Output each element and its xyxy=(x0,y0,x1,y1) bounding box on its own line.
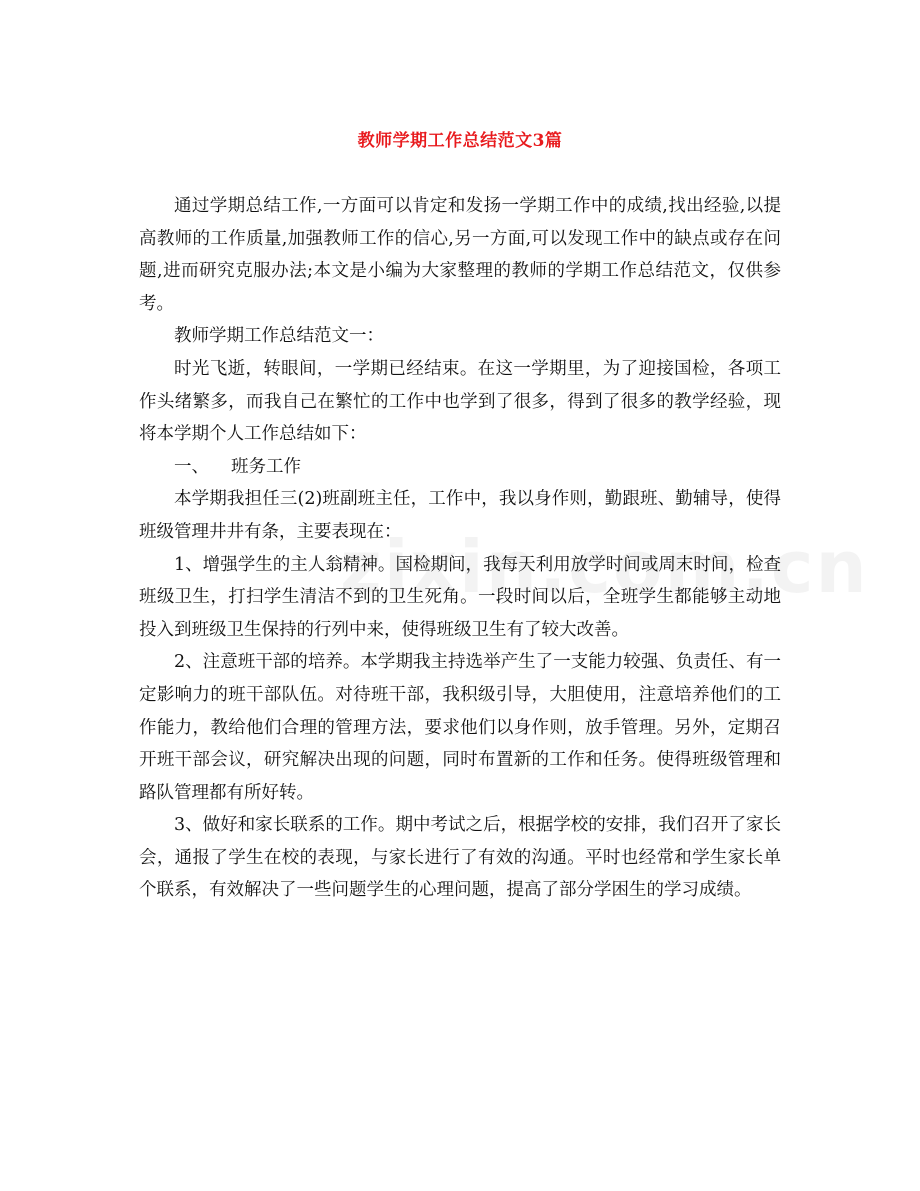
document-body xyxy=(139,190,781,907)
list-item: 3、做好和家长联系的工作。期中考试之后，根据学校的安排，我们召开了家长会，通报了学生在校的表现，与家长进行了有效的沟通。平时也经常和学生家长单个联系，有效解决了一些问题学生的心理问题，提高了部分学困生的学习成绩。 xyxy=(139,815,781,901)
document-title: 教师学期工作总结范文3篇 xyxy=(357,131,563,151)
intro-paragraph: 通过学期总结工作,一方面可以肯定和发扬一学期工作中的成绩,找出经验,以提高教师的工作质量,加强教师工作的信心,另一方面,可以发现工作中的缺点或存在问题,进而研究克服办法;本文是小编为大家整理的教师的学期工作总结范文，仅供参考。 xyxy=(139,196,781,314)
section-number: 一、 xyxy=(174,456,209,477)
section-title: 班务工作 xyxy=(231,456,301,477)
list-item: 2、注意班干部的培养。本学期我主持选举产生了一支能力较强、负责任、有一定影响力的班干部队伍。对待班干部，我积级引导，大胆使用，注意培养他们的工作能力，教给他们合理的管理方法，要求他们以身作则，放手管理。另外，定期召开班干部会议，研究解决出现的问题，同时布置新的工作和任务。使得班级管理和路队管理都有所好转。 xyxy=(139,652,781,803)
subtitle-paragraph: 教师学期工作总结范文一： xyxy=(174,326,384,347)
opening-paragraph: 时光飞逝，转眼间，一学期已经结束。在这一学期里，为了迎接国检，各项工作头绪繁多，而我自己在繁忙的工作中也学到了很多，得到了很多的教学经验，现将本学期个人工作总结如下： xyxy=(139,358,781,445)
section-paragraph: 本学期我担任三(2)班副班主任，工作中，我以身作则，勤跟班、勤辅导，使得班级管理井井有条，主要表现在： xyxy=(139,489,781,542)
section-heading xyxy=(139,451,781,484)
list-item: 1、增强学生的主人翁精神。国检期间，我每天利用放学时间或周末时间，检查班级卫生，打扫学生清洁不到的卫生死角。一段时间以后，全班学生都能够主动地投入到班级卫生保持的行列中来，使得班级卫生有了较大改善。 xyxy=(139,554,781,640)
